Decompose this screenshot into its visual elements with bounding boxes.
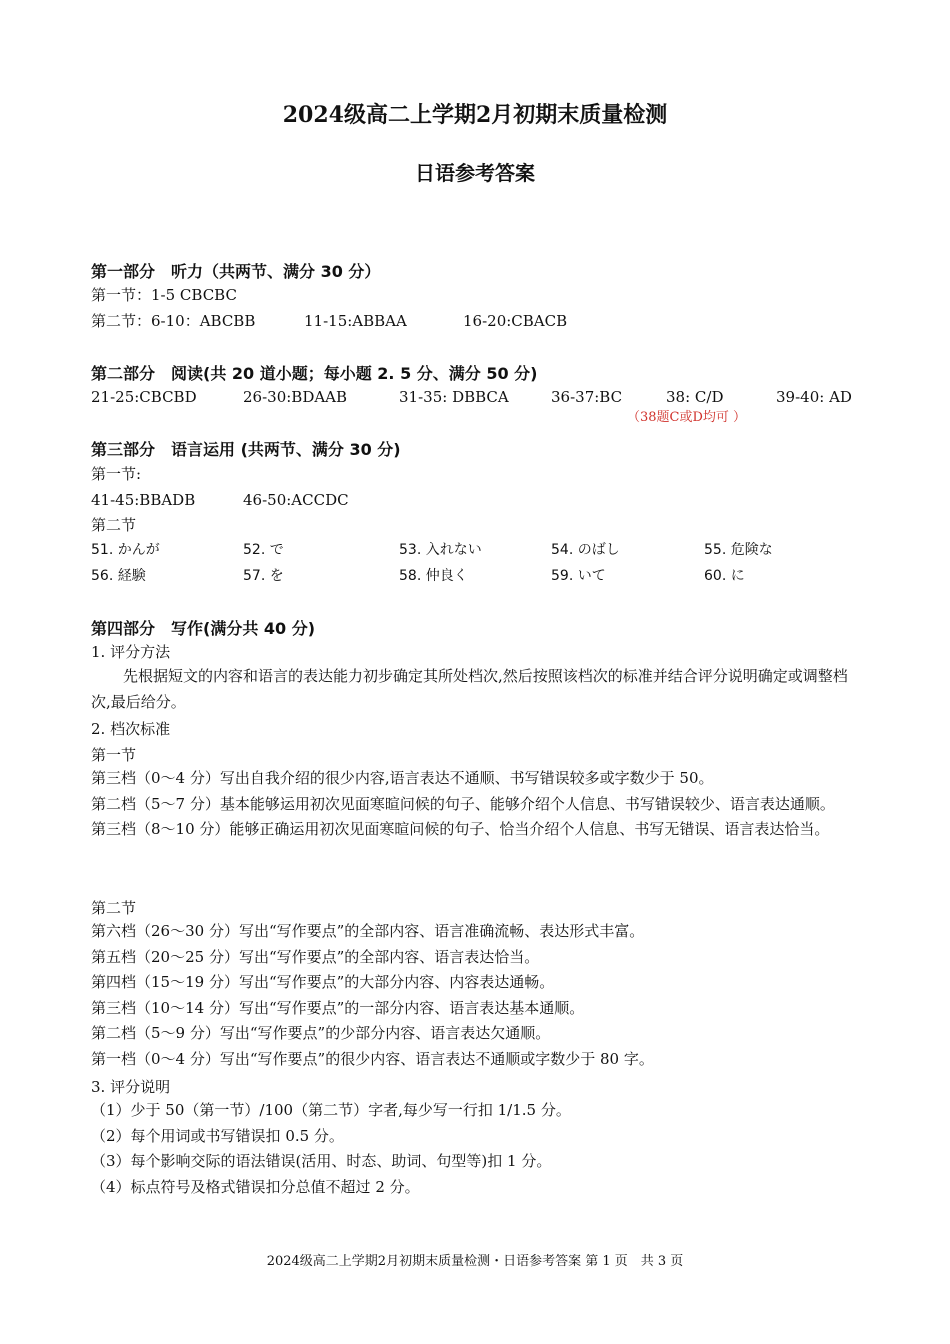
part3-fill-answer: 53. 入れない (399, 542, 482, 558)
scoring-notes-list (91, 1098, 861, 1200)
part1-section2-answers-b: 11-15:ABBAA (304, 312, 407, 330)
part3-fill-answer: 52. で (243, 542, 284, 558)
part2-answer-group: 36-37:BC (551, 388, 623, 406)
part2-answer-group: 31-35: DBBCA (399, 388, 509, 406)
part3-fill-answer: 59. いて (551, 568, 606, 584)
grade-item: 第二档（5～9 分）写出“写作要点”的少部分内容、语言表达欠通顺。 (91, 1024, 551, 1042)
scoring-note: （2）每个用词或书写错误扣 0.5 分。 (91, 1126, 344, 1145)
grade-item: 第一档（0～4 分）写出“写作要点”的很少内容、语言表达不通顺或字数少于 80 字。 (91, 1049, 654, 1068)
part2-answer-group: 21-25:CBCBD (91, 388, 197, 406)
part3-fill-answer: 60. に (704, 568, 745, 584)
scoring-note: （3）每个影响交际的语法错误(活用、时态、助词、句型等)扣 1 分。 (91, 1152, 552, 1170)
part1-heading: 第一部分 听力（共两节、满分 30 分） (91, 262, 381, 281)
grade-item: 第五档（20～25 分）写出“写作要点”的全部内容、语言表达恰当。 (91, 947, 540, 966)
part3-fill-answer: 56. 経験 (91, 568, 146, 584)
part3-answers-a: 41-45:BBADB (91, 491, 196, 509)
part2-heading: 第二部分 阅读(共 20 道小题；每小题 2. 5 分、满分 50 分) (91, 364, 538, 383)
section2-grade-list (91, 919, 861, 1072)
grade-item: 第二档（5～7 分）基本能够运用初次见面寒暄问候的句子、能够介绍个人信息、书写错误较少、语言表达通顺。 (91, 794, 835, 813)
part3-answers-b: 46-50:ACCDC (243, 491, 349, 509)
section2-label: 第二节 (91, 899, 137, 917)
part3-section2-label: 第二节 (91, 516, 137, 534)
part3-fill-answer: 54. のばし (551, 542, 620, 558)
grade-standards-title: 2. 档次标准 (91, 720, 171, 738)
grade-item: 第三档（0～4 分）写出自我介绍的很少内容,语言表达不通顺、书写错误较多或字数少于 50。 (91, 769, 714, 787)
grade-item: 第六档（26～30 分）写出“写作要点”的全部内容、语言准确流畅、表达形式丰富。 (91, 922, 645, 940)
part3-section1-label: 第一节: (91, 465, 142, 483)
grade-item: 第三档（10～14 分）写出“写作要点”的一部分内容、语言表达基本通顺。 (91, 998, 585, 1017)
section1-label: 第一节 (91, 746, 137, 764)
part2-q38-note: （38题C或D均可 ） (627, 410, 747, 425)
part3-fill-answer: 58. 仲良く (399, 568, 468, 584)
grade-item: 第四档（15～19 分）写出“写作要点”的大部分内容、内容表达通畅。 (91, 973, 555, 991)
part1-section2-answers-c: 16-20:CBACB (463, 312, 568, 330)
part3-fill-answer: 51. かんが (91, 542, 160, 558)
part4-heading: 第四部分 写作(满分共 40 分) (91, 619, 316, 638)
scoring-note: （1）少于 50（第一节）/100（第二节）字者,每少写一行扣 1/1.5 分。 (91, 1101, 571, 1119)
page-footer: 2024级高二上学期2月初期末质量检测・日语参考答案 第 1 页 共 3 页 (266, 1254, 684, 1269)
part1-section2-answers-a: 第二节：6-10：ABCBB (91, 312, 256, 330)
part2-answer-group: 38: C/D (666, 388, 724, 406)
scoring-notes-title: 3. 评分说明 (91, 1078, 171, 1096)
grade-item: 第三档（8～10 分）能够正确运用初次见面寒暄问候的句子、恰当介绍个人信息、书写无错误、语言表达恰当。 (91, 820, 830, 838)
part3-fill-answer: 57. を (243, 568, 284, 584)
part2-answer-group: 39-40: AD (776, 388, 852, 406)
part2-answer-group: 26-30:BDAAB (243, 388, 348, 406)
part3-fill-answer: 55. 危険な (704, 542, 773, 558)
section1-grade-list (91, 766, 861, 843)
document-title: 2024级高二上学期2月初期末质量检测 (282, 102, 668, 128)
scoring-method-title: 1. 评分方法 (91, 643, 171, 661)
scoring-method-text: 先根据短文的内容和语言的表达能力初步确定其所处档次,然后按照该档次的标准并结合评分说明确定或调整档次,最后给分。 (91, 667, 848, 711)
document-subtitle: 日语参考答案 (415, 161, 535, 185)
part3-heading: 第三部分 语言运用 (共两节、满分 30 分) (91, 440, 401, 459)
part1-section1-answers: 第一节：1-5 CBCBC (91, 286, 237, 304)
scoring-note: （4）标点符号及格式错误扣分总值不超过 2 分。 (91, 1177, 420, 1196)
